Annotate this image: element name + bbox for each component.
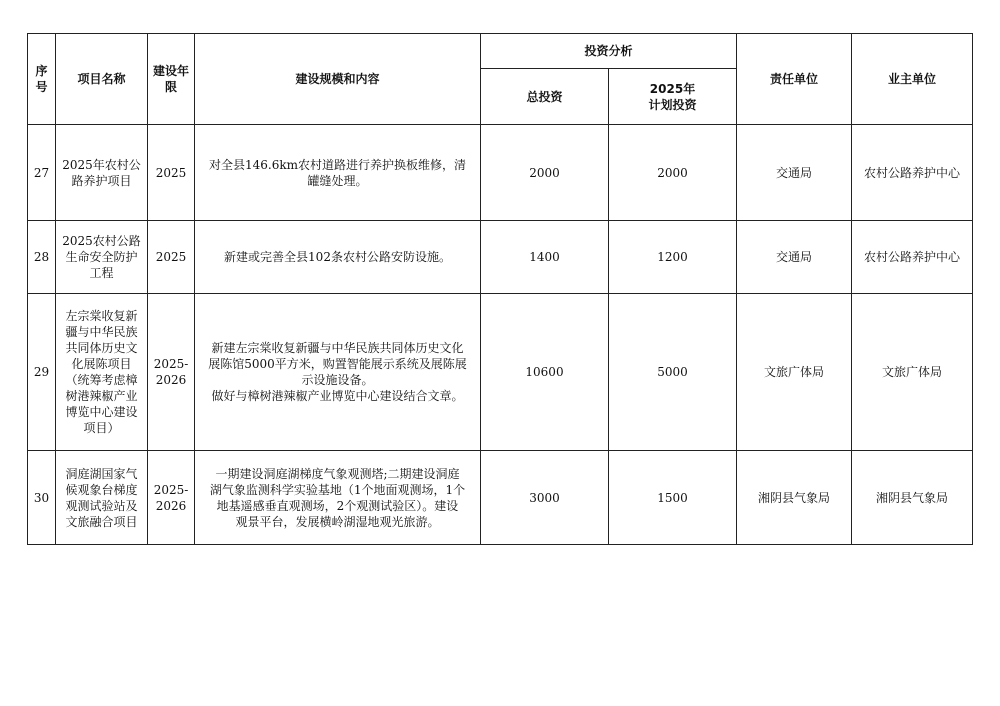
row-scope (195, 451, 481, 545)
row-years: 2025- 2026 (148, 294, 195, 451)
row-project-name: 2025年农村公 路养护项目 (56, 125, 148, 221)
project-table (27, 33, 973, 545)
row-total-investment: 1400 (481, 221, 609, 294)
row-owner: 农村公路养护中心 (852, 125, 973, 221)
row-plan-investment: 2000 (609, 125, 737, 221)
row-responsible: 交通局 (737, 125, 852, 221)
row-owner: 湘阴县气象局 (852, 451, 973, 545)
row-total-investment: 10600 (481, 294, 609, 451)
row-scope (195, 125, 481, 221)
row-responsible: 文旅广体局 (737, 294, 852, 451)
row-total-investment: 2000 (481, 125, 609, 221)
header-owner: 业主单位 (852, 34, 973, 125)
row-years: 2025 (148, 221, 195, 294)
header-plan-investment: 2025年 计划投资 (609, 69, 737, 125)
table-row (28, 451, 973, 545)
table-row (28, 221, 973, 294)
table-row (28, 294, 973, 451)
row-responsible: 交通局 (737, 221, 852, 294)
row-scope (195, 294, 481, 451)
header-responsible: 责任单位 (737, 34, 852, 125)
header-scope: 建设规模和内容 (195, 34, 481, 125)
row-owner: 文旅广体局 (852, 294, 973, 451)
header-project-name: 项目名称 (56, 34, 148, 125)
row-project-name: 洞庭湖国家气 候观象台梯度 观测试验站及 文旅融合项目 (56, 451, 148, 545)
row-years: 2025- 2026 (148, 451, 195, 545)
row-project-name: 2025农村公路 生命安全防护 工程 (56, 221, 148, 294)
row-scope-text: 对全县146.6km农村道路进行养护换板维修，清 罐缝处理。 (208, 157, 466, 188)
row-seq: 27 (28, 125, 56, 221)
row-scope-text: 一期建设洞庭湖梯度气象观测塔;二期建设洞庭 湖气象监测科学实验基地（1个地面观测场，1个 地基遥感垂直观测场，2个观测试验区）。建设 观景平台，发展横岭湖湿地观光旅游。 (209, 466, 466, 529)
header-seq: 序 号 (28, 34, 56, 125)
header-investment: 投资分析 (481, 34, 737, 69)
row-plan-investment: 1500 (609, 451, 737, 545)
row-responsible: 湘阴县气象局 (737, 451, 852, 545)
row-seq: 29 (28, 294, 56, 451)
row-project-name: 左宗棠收复新 疆与中华民族 共同体历史文 化展陈项目 （统筹考虑樟 树港辣椒产业 博览中心建设 项目） (56, 294, 148, 451)
header-years: 建设年 限 (148, 34, 195, 125)
row-scope-text: 新建或完善全县102条农村公路安防设施。 (224, 250, 451, 264)
row-plan-investment: 1200 (609, 221, 737, 294)
row-scope (195, 221, 481, 294)
row-years: 2025 (148, 125, 195, 221)
row-total-investment: 3000 (481, 451, 609, 545)
header-total-investment: 总投资 (481, 69, 609, 125)
row-seq: 28 (28, 221, 56, 294)
row-seq: 30 (28, 451, 56, 545)
row-owner: 农村公路养护中心 (852, 221, 973, 294)
row-scope-text: 新建左宗棠收复新疆与中华民族共同体历史文化 展陈馆5000平方米，购置智能展示系统及展陈展 示设施设备。 做好与樟树港辣椒产业博览中心建设结合文章。 (208, 341, 467, 403)
row-plan-investment: 5000 (609, 294, 737, 451)
table-row (28, 125, 973, 221)
